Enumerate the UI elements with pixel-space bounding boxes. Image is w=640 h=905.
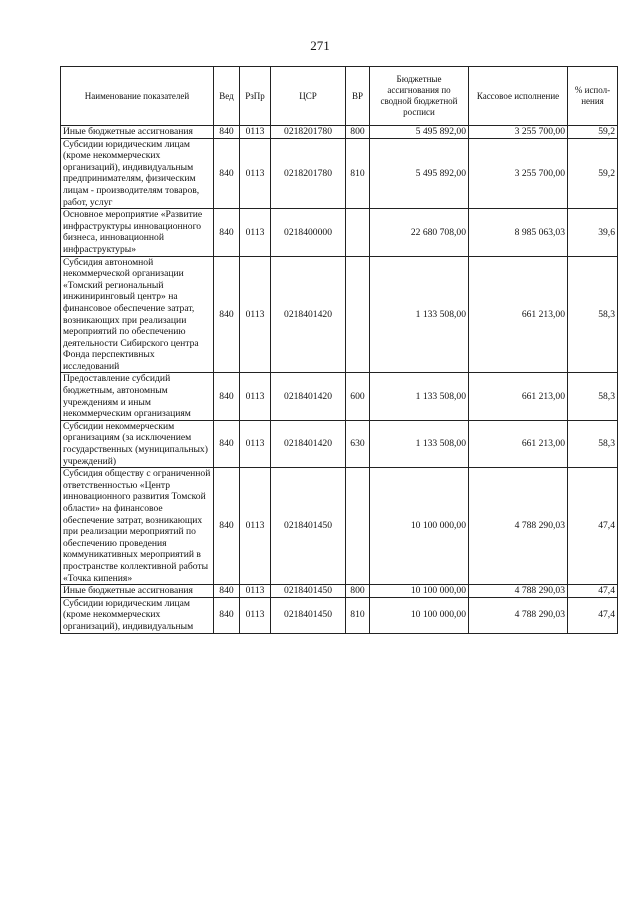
table-row <box>61 256 618 373</box>
row-percent: 58,3 <box>568 373 618 420</box>
row-vr <box>346 256 370 373</box>
row-name: Субсидия автономной некоммерческой организации «Томский региональный инжиниринговый центр» на финансовое обеспечение затрат, возникающих при реализации мероприятий по обеспечению деятельности Сибирского центра Фонда перспективных исследований <box>61 256 214 373</box>
row-percent: 47,4 <box>568 585 618 598</box>
row-csr: 0218201780 <box>271 138 346 209</box>
row-vr <box>346 209 370 256</box>
row-assignments: 10 100 000,00 <box>370 585 469 598</box>
table-row <box>61 138 618 209</box>
row-cash: 4 788 290,03 <box>469 468 568 585</box>
page-number: 271 <box>310 38 330 53</box>
header-csr: ЦСР <box>271 67 346 126</box>
row-ved: 840 <box>214 468 240 585</box>
row-percent: 59,2 <box>568 126 618 139</box>
row-name: Основное мероприятие «Развитие инфраструктуры инновационного бизнеса, инновационной инфраструктуры» <box>61 209 214 256</box>
row-csr: 0218401420 <box>271 420 346 467</box>
row-percent: 59,2 <box>568 138 618 209</box>
row-csr: 0218401420 <box>271 256 346 373</box>
row-percent: 58,3 <box>568 420 618 467</box>
row-assignments: 1 133 508,00 <box>370 373 469 420</box>
row-name: Субсидия обществу с ограниченной ответственностью «Центр инновационного развития Томской области» на финансовое обеспечение затрат, возникающих при реализации мероприятий по обеспечению проведения коммуникативных мероприятий в пространстве коллективной работы «Точка кипения» <box>61 468 214 585</box>
row-vr: 800 <box>346 126 370 139</box>
row-rzpr: 0113 <box>240 373 271 420</box>
row-cash: 3 255 700,00 <box>469 126 568 139</box>
row-ved: 840 <box>214 256 240 373</box>
row-vr: 600 <box>346 373 370 420</box>
table-row <box>61 585 618 598</box>
header-vr: ВР <box>346 67 370 126</box>
row-vr: 630 <box>346 420 370 467</box>
row-csr: 0218401450 <box>271 585 346 598</box>
row-ved: 840 <box>214 126 240 139</box>
row-cash: 4 788 290,03 <box>469 585 568 598</box>
row-vr <box>346 468 370 585</box>
table-row <box>61 468 618 585</box>
row-csr: 0218401450 <box>271 468 346 585</box>
row-rzpr: 0113 <box>240 597 271 633</box>
row-name: Предоставление субсидий бюджетным, автономным учреждениям и иным некоммерческим организациям <box>61 373 214 420</box>
row-name: Субсидии некоммерческим организациям (за исключением государственных (муниципальных) учреждений) <box>61 420 214 467</box>
row-csr: 0218401450 <box>271 597 346 633</box>
table-row <box>61 597 618 633</box>
row-rzpr: 0113 <box>240 138 271 209</box>
row-percent: 47,4 <box>568 597 618 633</box>
table-row <box>61 420 618 467</box>
row-cash: 8 985 063,03 <box>469 209 568 256</box>
header-percent: % испол-нения <box>568 67 618 126</box>
row-name: Субсидии юридическим лицам (кроме некоммерческих организаций), индивидуальным предпринимателям, физическим лицам - производителям товаров, работ, услуг <box>61 138 214 209</box>
row-percent: 47,4 <box>568 468 618 585</box>
row-ved: 840 <box>214 585 240 598</box>
row-assignments: 1 133 508,00 <box>370 420 469 467</box>
row-rzpr: 0113 <box>240 468 271 585</box>
row-ved: 840 <box>214 209 240 256</box>
header-row <box>61 67 618 126</box>
row-cash: 661 213,00 <box>469 256 568 373</box>
row-csr: 0218401420 <box>271 373 346 420</box>
row-name: Субсидии юридическим лицам (кроме некоммерческих организаций), индивидуальным <box>61 597 214 633</box>
row-name: Иные бюджетные ассигнования <box>61 585 214 598</box>
row-cash: 4 788 290,03 <box>469 597 568 633</box>
row-rzpr: 0113 <box>240 256 271 373</box>
row-rzpr: 0113 <box>240 420 271 467</box>
row-rzpr: 0113 <box>240 126 271 139</box>
row-ved: 840 <box>214 373 240 420</box>
row-assignments: 5 495 892,00 <box>370 138 469 209</box>
table-row <box>61 373 618 420</box>
row-ved: 840 <box>214 420 240 467</box>
header-assignments: Бюджетные ассигнования по сводной бюджетной росписи <box>370 67 469 126</box>
row-assignments: 10 100 000,00 <box>370 468 469 585</box>
row-cash: 661 213,00 <box>469 373 568 420</box>
row-vr: 810 <box>346 138 370 209</box>
row-csr: 0218400000 <box>271 209 346 256</box>
row-assignments: 5 495 892,00 <box>370 126 469 139</box>
row-assignments: 22 680 708,00 <box>370 209 469 256</box>
row-rzpr: 0113 <box>240 585 271 598</box>
row-ved: 840 <box>214 597 240 633</box>
budget-execution-table <box>60 66 618 634</box>
row-assignments: 1 133 508,00 <box>370 256 469 373</box>
row-vr: 810 <box>346 597 370 633</box>
header-ved: Вед <box>214 67 240 126</box>
row-percent: 58,3 <box>568 256 618 373</box>
header-name: Наименование показателей <box>61 67 214 126</box>
table-row <box>61 209 618 256</box>
header-rzpr: РзПр <box>240 67 271 126</box>
table-row <box>61 126 618 139</box>
header-cash: Кассовое исполнение <box>469 67 568 126</box>
row-assignments: 10 100 000,00 <box>370 597 469 633</box>
row-name: Иные бюджетные ассигнования <box>61 126 214 139</box>
row-percent: 39,6 <box>568 209 618 256</box>
row-cash: 3 255 700,00 <box>469 138 568 209</box>
row-ved: 840 <box>214 138 240 209</box>
row-csr: 0218201780 <box>271 126 346 139</box>
row-rzpr: 0113 <box>240 209 271 256</box>
row-vr: 800 <box>346 585 370 598</box>
row-cash: 661 213,00 <box>469 420 568 467</box>
